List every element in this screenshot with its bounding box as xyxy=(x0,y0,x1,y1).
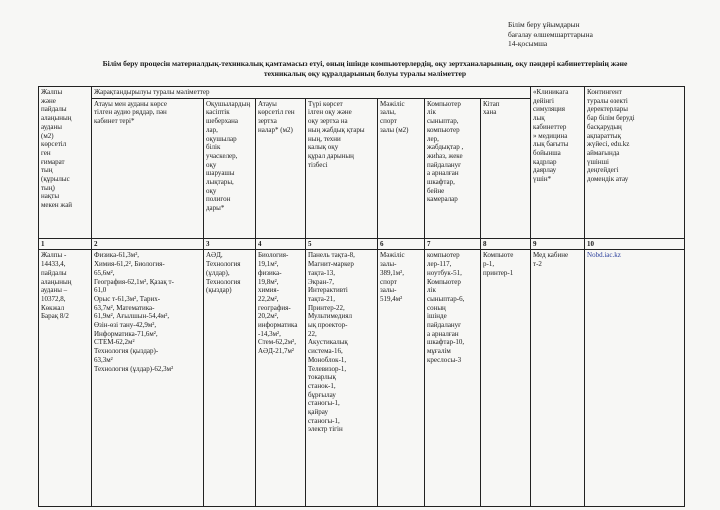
header-row xyxy=(39,87,685,99)
column-number: 5 xyxy=(306,238,378,250)
annex-line-3: 14-қосымша xyxy=(508,39,548,49)
cell-subject-rooms: Физика-61,3м², Химия-61,2², Биология- 65,6м², География-62,1м², Қазақ т- 61,0 Орыс т-61,3м², Тарих- 63,7м², Математика- 61,9м², Ағылшын-54,4м², Өзін-өзі тану-42,9м², Информатика-71,6м², СТЕМ-62,2м² Технология (қыздар)- 63,3м² Технология (ұлдар)-62,3м² xyxy=(92,250,204,507)
annex-note xyxy=(508,20,593,49)
column-number: 7 xyxy=(425,238,481,250)
cell-domain-link[interactable]: Nobd.iac.kz xyxy=(585,250,685,507)
column-number: 8 xyxy=(481,238,531,250)
cell-laboratories: Биология- 19,1м², физика- 19,8м², химия- 22,2м², география- 20,2м², информатика -14,3м², Стем-62,2м², АӘД-21,7м² xyxy=(256,250,306,507)
cell-library: Компьюте р-1, принтер-1 xyxy=(481,250,531,507)
subheader-library: Кітап хана xyxy=(481,98,531,238)
subheader-workshops: Оқушылардың касіптік шеберхана лар, оқушылар білік учаскелер, оқу шаруашы лықтары, оқу полигон дары* xyxy=(204,98,256,238)
subheader-halls: Мәжіліс залы, спорт залы (м2) xyxy=(378,98,425,238)
column-number: 10 xyxy=(585,238,685,250)
subheader-equipment-list: Түрі көрсет ілген оқу және оқу зертха на ның жабдық қтары ның, техни калық оқу құрал дарының тізбесі xyxy=(306,98,378,238)
column-number: 6 xyxy=(378,238,425,250)
header-simulation-rooms: «Клиникага дейінгі симуляция лық кабинеттер » медицина лық бағыты бойынша кадрлар даярлау үшін* xyxy=(531,87,585,239)
column-number: 3 xyxy=(204,238,256,250)
document-title xyxy=(40,59,690,79)
cell-address-area: Жалпы - 14433,4, пайдалы алаңының ауданы – 10372,8, Көкжал Барақ 8/2 xyxy=(39,250,92,507)
annex-line-2: бағалау өлшемшарттарына xyxy=(508,29,593,39)
header-equipment-group: Жарақтандырылуы туралы мәліметтер xyxy=(92,87,531,99)
header-domain-name: Контингент туралы өзекті деректерлары бар білім беруді басқарудың ақпараттық жүйесі, edu.kz аймағында үшінші деңгейдегі домендік атау xyxy=(585,87,685,239)
equipment-table xyxy=(38,86,685,507)
column-number-row xyxy=(39,238,685,250)
column-number: 1 xyxy=(39,238,92,250)
annex-line-1: Білім беру ұйымдарын xyxy=(508,20,580,29)
title-line-1: Білім беру процесін материалдық-техникалық қамтамасыз етуі, оның ішінде компьютерлердің, оқу зертханаларының, оқу пәндері кабинеттерінің және xyxy=(102,59,628,68)
cell-simulation-rooms: Мед кабине т-2 xyxy=(531,250,585,507)
subheader-subject-rooms: Атауы мен ауданы көрсе тілген аудио ряддар, пән кабинет тері* xyxy=(92,98,204,238)
subheader-laboratories: Атауы көрсетіл ген зертха налар* (м2) xyxy=(256,98,306,238)
subheader-computer-classes: Компьютер лік сыныптар, компьютер лер, жабдықтар , жиһаз, жеке пайдалануғ а арналған шкафтар, бейне камералар xyxy=(425,98,481,238)
header-address-area: Жалпы және пайдалы алаңының ауданы (м2) көрсетіл ген ғимарат тың (құрылыс тың) нақты мекен жай xyxy=(39,87,92,239)
cell-workshops: АӘД, Технология (ұлдар), Технология (қыздар) xyxy=(204,250,256,507)
title-line-2: техникалық оқу құралдарының болуы туралы мәліметтер xyxy=(263,68,467,78)
data-row xyxy=(39,250,685,507)
cell-halls: Мәжіліс залы- 389,1м², спорт залы- 519,4м² xyxy=(378,250,425,507)
cell-computer-classes: компьютер лер-117, ноутбук-51, Компьютер лік сыныптар-6, соның ішінде пайдалануғ а арналған шкафтар-10, мұғалім креслосы-3 xyxy=(425,250,481,507)
column-number: 2 xyxy=(92,238,204,250)
cell-equipment-list: Панель тақта-8, Магнит-маркер тақта-13, Экран-7, Интерактивті тақта-21, Принтер-22, Мультимедиял ық проектор- 22, Акустикалық система-16, Моноблок-1, Телевизор-1, токарлық станок-1, бұрғылау станогы-1, қайрау станогы-1, электр тігін xyxy=(306,250,378,507)
column-number: 9 xyxy=(531,238,585,250)
column-number: 4 xyxy=(256,238,306,250)
